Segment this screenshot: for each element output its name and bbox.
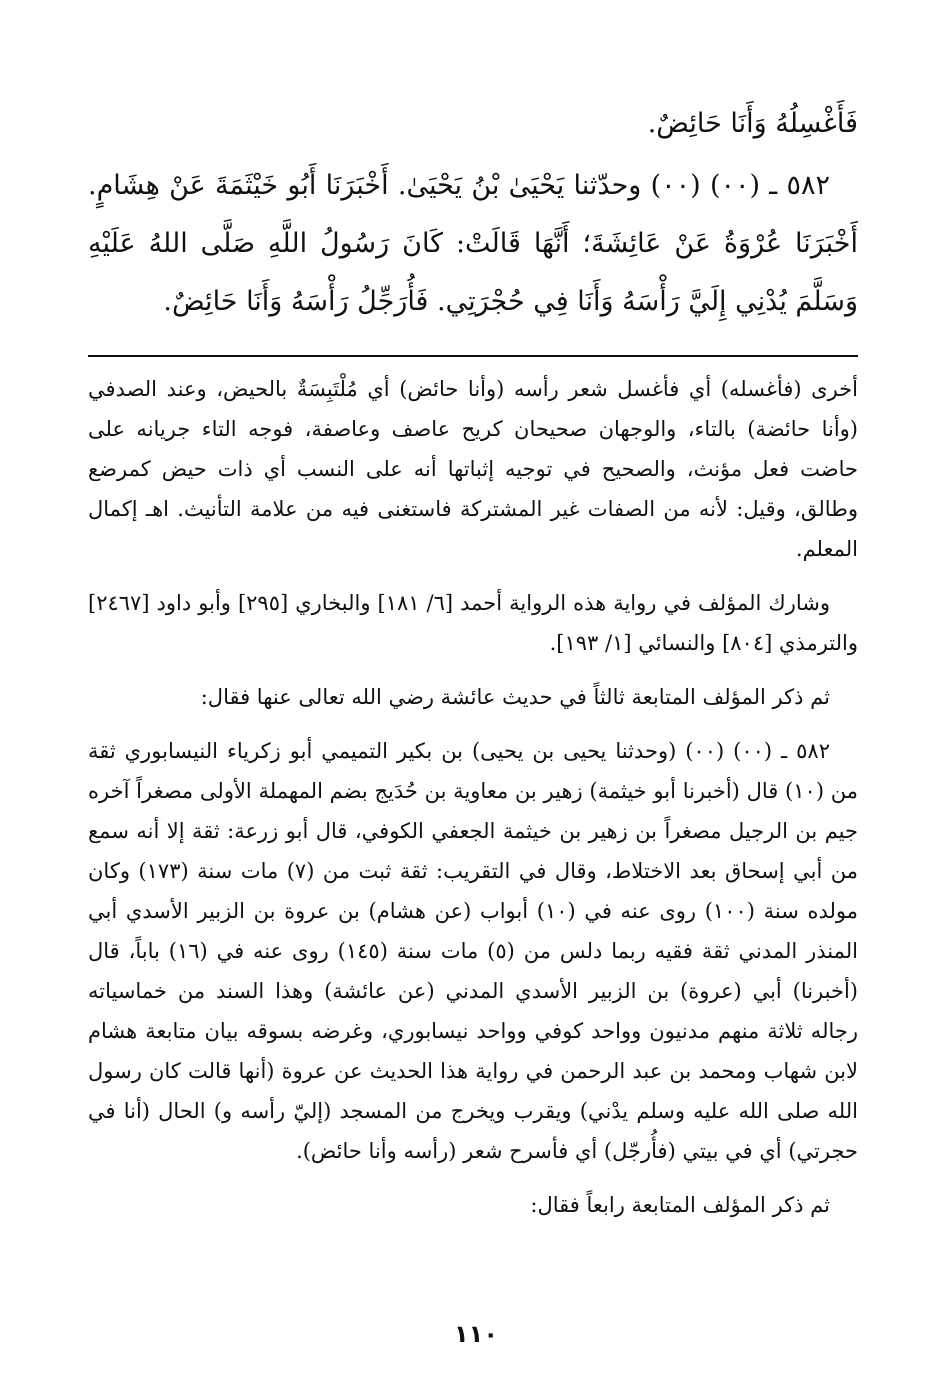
commentary-paragraph-1: أخرى (فأغسله) أي فأغسل شعر رأسه (وأنا حائض) أي مُلْتَبِسَةٌ بالحيض، وعند الصدفي (وأنا حائضة) بالتاء، والوجهان صحيحان كريح عاصف وعاصفة، فوجه التاء جريانه على حاضت فعل مؤنث، والصحيح في توجيه إثباتها أنه على النسب أي ذات حيض كمرضع وطالق، وقيل: لأنه من الصفات غير المشتركة فاستغنى فيه من علامة التأنيث. اهـ إكمال المعلم.	[88, 377, 858, 561]
page-number: ١١٠	[454, 1320, 498, 1348]
footnote-divider	[88, 355, 858, 357]
previous-hadith-ending: فَأَغْسِلُهُ وَأَنَا حَائِضٌ.	[647, 108, 858, 139]
hadith-582-text: ٥٨٢ ـ (٠٠) (٠٠) وحدّثنا يَحْيَىٰ بْنُ يَحْيَىٰ. أَخْبَرَنَا أَبُو خَيْثَمَةَ عَنْ هِشَامٍ. أَخْبَرَنَا عُرْوَةُ عَنْ عَائِشَةَ؛ أَنَّهَا قَالَتْ: كَانَ رَسُولُ اللَّهِ صَلَّى اللهُ عَلَيْهِ وَسَلَّمَ يُدْنِي إِلَيَّ رَأْسَهُ وَأَنَا فِي حُجْرَتِي. فَأُرَجِّلُ رَأْسَهُ وَأَنَا حَائِضٌ.	[88, 170, 858, 317]
commentary-paragraph-3: ثم ذكر المؤلف المتابعة ثالثاً في حديث عائشة رضي الله تعالى عنها فقال:	[200, 685, 830, 709]
commentary-paragraph-5: ثم ذكر المؤلف المتابعة رابعاً فقال:	[530, 1193, 830, 1217]
commentary-paragraph-2: وشارك المؤلف في رواية هذه الرواية أحمد [٦/ ١٨١] والبخاري [٢٩٥] وأبو داود [٢٤٦٧] والترمذي [٨٠٤] والنسائي [١/ ١٩٣].	[88, 591, 858, 655]
commentary-paragraph-4: ٥٨٢ ـ (٠٠) (٠٠) (وحدثنا يحيى بن يحيى) بن بكير التميمي أبو زكرياء النيسابوري ثقة من (١٠) قال (أخبرنا أبو خيثمة) زهير بن معاوية بن حُدَيج بضم المهملة الأولى مصغراً آخره جيم بن الرجيل مصغراً بن زهير بن خيثمة الجعفي الكوفي، قال أبو زرعة: ثقة إلا أنه سمع من أبي إسحاق بعد الاختلاط، وقال في التقريب: ثقة ثبت من (٧) مات سنة (١٧٣) وكان مولده سنة (١٠٠) روى عنه في (١٠) أبواب (عن هشام) بن عروة بن الزبير الأسدي أبي المنذر المدني ثقة فقيه ربما دلس من (٥) مات سنة (١٤٥) روى عنه في (١٦) باباً، قال (أخبرنا) أبي (عروة) بن الزبير الأسدي المدني (عن عائشة) وهذا السند من خماسياته رجاله ثلاثة منهم مدنيون وواحد كوفي وواحد نيسابوري، وغرضه بسوقه بيان متابعة هشام لابن شهاب ومحمد بن عبد الرحمن في رواية هذا الحديث عن عروة (أنها قالت كان رسول الله صلى الله عليه وسلم يدْني) ويقرب ويخرج من المسجد (إليّ رأسه و) الحال (أنا في حجرتي) أي في بيتي (فأُرجّل) أي فأسرح شعر (رأسه وأنا حائض).	[88, 739, 858, 1163]
book-page	[88, 95, 858, 1225]
